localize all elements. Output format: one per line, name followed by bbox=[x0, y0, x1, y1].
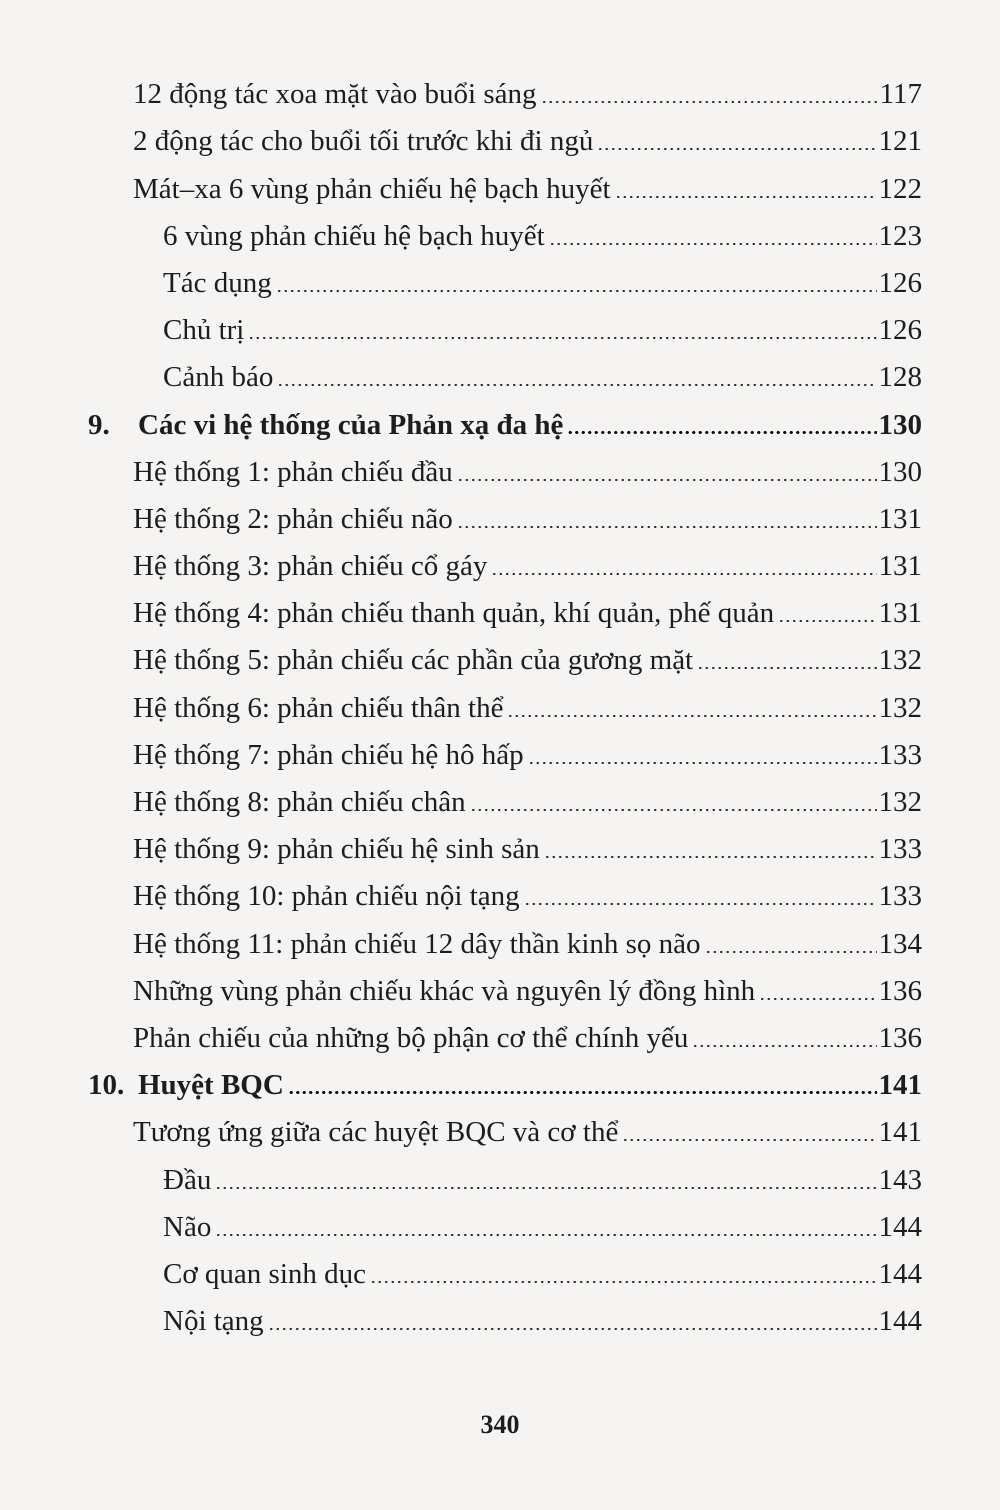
toc-entry-title: Các vi hệ thống của Phản xạ đa hệ bbox=[138, 408, 564, 441]
toc-entry-title: Cảnh báo bbox=[163, 361, 274, 394]
toc-entry-title: Hệ thống 6: phản chiếu thân thể bbox=[133, 691, 504, 724]
toc-entry bbox=[0, 1195, 1000, 1242]
toc-entry-page: 131 bbox=[878, 502, 922, 535]
toc-entry-title: Hệ thống 9: phản chiếu hệ sinh sản bbox=[133, 833, 540, 866]
toc-entry-page: 130 bbox=[878, 455, 922, 488]
toc-entry-page: 134 bbox=[878, 927, 922, 960]
dot-leader bbox=[457, 479, 877, 481]
toc-entry-title: Chủ trị bbox=[163, 314, 245, 347]
toc-entry-page: 133 bbox=[878, 833, 922, 866]
toc-entry-page: 132 bbox=[878, 786, 922, 818]
toc-entry-title: 6 vùng phản chiếu hệ bạch huyết bbox=[163, 219, 545, 252]
toc-entry-page: 144 bbox=[878, 1305, 922, 1338]
toc-entry bbox=[0, 723, 1000, 770]
toc-entry bbox=[0, 251, 1000, 298]
toc-entry-title: Cơ quan sinh dục bbox=[163, 1257, 367, 1290]
toc-entry-title: Hệ thống 10: phản chiếu nội tạng bbox=[133, 880, 520, 913]
toc-entry bbox=[0, 959, 1000, 1006]
toc-entry bbox=[0, 156, 1000, 203]
toc-entry-page: 141 bbox=[878, 1116, 922, 1149]
toc-entry-title: Não bbox=[163, 1210, 212, 1243]
toc-entry-page: 141 bbox=[878, 1069, 922, 1102]
dot-leader bbox=[622, 1139, 876, 1141]
toc-section-number: 9. bbox=[88, 408, 110, 441]
toc-section-entry bbox=[0, 1053, 1000, 1100]
toc-entry-page: 136 bbox=[878, 1021, 922, 1054]
dot-leader bbox=[248, 337, 876, 339]
toc-entry bbox=[0, 911, 1000, 958]
dot-leader bbox=[288, 1091, 877, 1094]
toc-entry-page: 126 bbox=[878, 314, 922, 347]
toc-entry bbox=[0, 204, 1000, 251]
toc-entry-title: Nội tạng bbox=[163, 1305, 264, 1338]
dot-leader bbox=[276, 290, 877, 292]
toc-entry bbox=[0, 109, 1000, 156]
toc-entry-page: 123 bbox=[878, 219, 922, 252]
dot-leader bbox=[567, 431, 876, 434]
toc-entry-title: Huyệt BQC bbox=[138, 1069, 284, 1102]
toc-entry bbox=[0, 1100, 1000, 1147]
dot-leader bbox=[549, 243, 877, 245]
dot-leader bbox=[524, 903, 877, 905]
toc-entry-title: Hệ thống 7: phản chiếu hệ hô hấp bbox=[133, 738, 524, 771]
toc-entry-title: Tương ứng giữa các huyệt BQC và cơ thể bbox=[133, 1116, 619, 1149]
dot-leader bbox=[470, 809, 877, 811]
dot-leader bbox=[615, 196, 877, 198]
toc-entry-title: 2 động tác cho buổi tối trước khi đi ngủ bbox=[133, 125, 594, 158]
page-number: 340 bbox=[480, 1410, 520, 1439]
toc-entry-title: Hệ thống 5: phản chiếu các phần của gương mặt bbox=[133, 644, 694, 677]
toc-entry bbox=[0, 487, 1000, 534]
toc-entry bbox=[0, 675, 1000, 722]
toc-entry bbox=[0, 1006, 1000, 1053]
toc-entry-page: 132 bbox=[878, 691, 922, 724]
dot-leader bbox=[597, 148, 876, 150]
toc-entry-page: 122 bbox=[878, 172, 922, 205]
dot-leader bbox=[277, 384, 876, 386]
toc-entry-page: 121 bbox=[878, 125, 922, 158]
dot-leader bbox=[705, 951, 877, 953]
toc-entry-title: Hệ thống 8: phản chiếu chân bbox=[133, 786, 466, 818]
toc-entry-page: 144 bbox=[878, 1210, 922, 1243]
toc-entry-title: Hệ thống 4: phản chiếu thanh quản, khí quản, phế quản bbox=[133, 597, 775, 630]
toc-entry-title: Hệ thống 1: phản chiếu đầu bbox=[133, 455, 453, 488]
toc-entry-page: 131 bbox=[878, 597, 922, 630]
toc-entry bbox=[0, 864, 1000, 911]
dot-leader bbox=[507, 715, 876, 717]
toc-entry bbox=[0, 440, 1000, 487]
toc-entry bbox=[0, 1289, 1000, 1336]
toc-section-entry bbox=[0, 392, 1000, 439]
toc-entry-page: 130 bbox=[878, 408, 922, 441]
toc-entry-title: Những vùng phản chiếu khác và nguyên lý đồng hình bbox=[133, 974, 756, 1007]
dot-leader bbox=[541, 101, 878, 103]
dot-leader bbox=[692, 1045, 876, 1047]
toc-entry bbox=[0, 345, 1000, 392]
dot-leader bbox=[457, 526, 877, 528]
toc-entry-page: 136 bbox=[878, 974, 922, 1007]
toc-section-number: 10. bbox=[88, 1069, 125, 1102]
toc-entry-title: 12 động tác xoa mặt vào buổi sáng bbox=[133, 78, 537, 111]
toc-entry bbox=[0, 628, 1000, 675]
toc-entry-page: 117 bbox=[879, 78, 922, 111]
toc-entry-page: 133 bbox=[878, 738, 922, 771]
toc-entry-title: Hệ thống 2: phản chiếu não bbox=[133, 502, 453, 535]
toc-entry-title: Hệ thống 11: phản chiếu 12 dây thần kinh sọ não bbox=[133, 927, 701, 960]
toc-entry-page: 128 bbox=[878, 361, 922, 394]
toc-entry-title: Hệ thống 3: phản chiếu cổ gáy bbox=[133, 550, 488, 583]
toc-entry bbox=[0, 817, 1000, 864]
dot-leader bbox=[778, 620, 876, 622]
toc-entry bbox=[0, 1242, 1000, 1289]
toc-entry-page: 126 bbox=[878, 266, 922, 299]
toc-entry bbox=[0, 770, 1000, 817]
toc-entry-title: Đầu bbox=[163, 1163, 212, 1196]
toc-entry-page: 132 bbox=[878, 644, 922, 677]
toc-entry bbox=[0, 534, 1000, 581]
dot-leader bbox=[528, 762, 877, 764]
dot-leader bbox=[697, 667, 876, 669]
toc-entry-page: 143 bbox=[878, 1163, 922, 1196]
dot-leader bbox=[759, 998, 876, 1000]
toc-entry bbox=[0, 298, 1000, 345]
toc-entry-title: Tác dụng bbox=[163, 266, 272, 299]
toc-entry-title: Phản chiếu của những bộ phận cơ thể chính yếu bbox=[133, 1021, 689, 1054]
toc-entry-page: 144 bbox=[878, 1257, 922, 1290]
toc-entry-title: Mát–xa 6 vùng phản chiếu hệ bạch huyết bbox=[133, 172, 611, 205]
toc-entry-page: 133 bbox=[878, 880, 922, 913]
dot-leader bbox=[370, 1281, 876, 1283]
toc-entry bbox=[0, 62, 1000, 109]
table-of-contents bbox=[0, 62, 1000, 1336]
toc-entry-page: 131 bbox=[878, 550, 922, 583]
toc-entry bbox=[0, 1147, 1000, 1194]
dot-leader bbox=[215, 1234, 876, 1236]
dot-leader bbox=[544, 856, 877, 858]
dot-leader bbox=[215, 1187, 876, 1189]
dot-leader bbox=[268, 1328, 877, 1330]
dot-leader bbox=[491, 573, 876, 575]
toc-entry bbox=[0, 581, 1000, 628]
